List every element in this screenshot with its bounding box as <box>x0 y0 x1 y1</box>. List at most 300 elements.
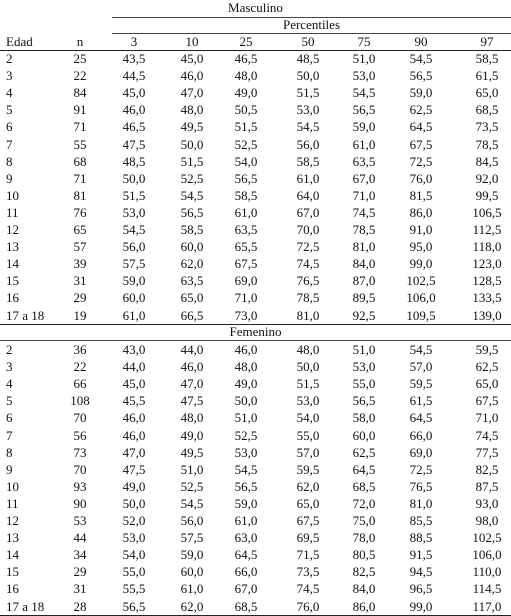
cell-p10: 62,0 <box>180 598 204 614</box>
cell-p3: 46,0 <box>122 427 146 443</box>
cell-p25: 73,0 <box>234 307 258 323</box>
cell-p75: 78,5 <box>352 222 376 237</box>
cell-n: 91 <box>73 102 87 118</box>
cell-p97: 87,5 <box>475 478 499 494</box>
cell-p75: 55,0 <box>352 376 376 392</box>
cell-p25: 67,0 <box>234 581 258 597</box>
cell-edad: 10 <box>6 478 19 494</box>
cell-p90: 72,5 <box>409 461 433 477</box>
col-header-p97: 97 <box>480 34 494 49</box>
cell-p97: 99,5 <box>475 187 499 203</box>
cell-edad: 12 <box>6 513 19 528</box>
cell-p50: 67,5 <box>296 513 320 528</box>
cell-p90: 94,5 <box>409 564 433 580</box>
cell-p10: 59,0 <box>180 547 204 563</box>
cell-p50: 69,5 <box>296 530 320 546</box>
cell-p10: 57,5 <box>180 530 204 546</box>
cell-p25: 54,5 <box>234 461 258 477</box>
cell-p90: 56,5 <box>409 68 433 84</box>
cell-edad: 8 <box>6 153 13 169</box>
cell-p97: 84,5 <box>475 153 499 169</box>
cell-p90: 54,5 <box>409 51 433 66</box>
cell-p75: 71,0 <box>352 187 376 203</box>
cell-p25: 46,0 <box>234 342 258 357</box>
cell-p50: 56,0 <box>296 136 320 152</box>
cell-p3: 46,5 <box>122 119 146 135</box>
cell-p75: 72,0 <box>352 495 376 511</box>
cell-n: 108 <box>70 393 90 409</box>
section-title-masculino: Masculino <box>228 0 283 15</box>
cell-p75: 78,0 <box>352 530 376 546</box>
cell-p3: 47,0 <box>122 444 146 460</box>
cell-p75: 89,5 <box>352 290 376 306</box>
cell-p50: 55,0 <box>296 427 320 443</box>
col-header-p50: 50 <box>301 34 315 49</box>
cell-p75: 59,0 <box>352 119 376 135</box>
cell-edad: 7 <box>6 427 13 443</box>
cell-n: 25 <box>73 51 87 66</box>
cell-n: 73 <box>73 444 87 460</box>
cell-p90: 57,0 <box>409 359 433 375</box>
cell-edad: 6 <box>6 410 13 426</box>
cell-p50: 67,0 <box>296 204 320 220</box>
cell-p97: 65,0 <box>475 376 499 392</box>
cell-p97: 139,0 <box>472 307 502 323</box>
cell-p3: 59,0 <box>122 273 146 289</box>
cell-p75: 84,0 <box>352 256 376 272</box>
cell-p10: 45,0 <box>180 51 204 66</box>
cell-edad: 10 <box>6 187 19 203</box>
cell-p97: 102,5 <box>472 530 502 546</box>
cell-p25: 46,5 <box>234 51 258 66</box>
cell-p75: 53,0 <box>352 359 376 375</box>
percentiles-label: Percentiles <box>282 17 341 32</box>
cell-p50: 50,0 <box>296 68 320 84</box>
cell-p97: 59,5 <box>475 342 499 357</box>
cell-p75: 82,5 <box>352 564 376 580</box>
cell-p75: 54,5 <box>352 85 376 101</box>
cell-p25: 63,5 <box>234 222 258 237</box>
cell-p90: 85,5 <box>409 513 433 528</box>
cell-p25: 56,5 <box>234 478 258 494</box>
cell-p75: 63,5 <box>352 153 376 169</box>
cell-p3: 56,0 <box>122 239 146 255</box>
cell-p50: 51,5 <box>296 85 320 101</box>
cell-p90: 76,5 <box>409 478 433 494</box>
cell-p75: 81,0 <box>352 239 376 255</box>
cell-p75: 68,5 <box>352 478 376 494</box>
cell-n: 76 <box>73 204 87 220</box>
cell-n: 31 <box>73 581 87 597</box>
cell-edad: 13 <box>6 530 19 546</box>
cell-p50: 62,0 <box>296 478 320 494</box>
cell-p10: 61,0 <box>180 581 204 597</box>
cell-edad: 15 <box>6 273 19 289</box>
cell-p3: 44,0 <box>122 359 146 375</box>
cell-n: 22 <box>73 68 87 84</box>
cell-p97: 106,5 <box>472 204 502 220</box>
cell-n: 29 <box>73 290 87 306</box>
cell-p75: 80,5 <box>352 547 376 563</box>
cell-p10: 44,0 <box>180 342 204 357</box>
col-header-p10: 10 <box>185 34 199 49</box>
cell-p25: 61,0 <box>234 513 258 528</box>
cell-n: 31 <box>73 273 87 289</box>
cell-p25: 50,5 <box>234 102 258 118</box>
cell-edad: 5 <box>6 102 13 118</box>
cell-p75: 61,0 <box>352 136 376 152</box>
cell-p25: 48,0 <box>234 359 258 375</box>
cell-n: 93 <box>73 478 87 494</box>
cell-p50: 57,0 <box>296 444 320 460</box>
cell-p3: 45,0 <box>122 85 146 101</box>
cell-p50: 53,0 <box>296 393 320 409</box>
cell-p75: 64,5 <box>352 461 376 477</box>
cell-p50: 76,5 <box>296 273 320 289</box>
col-header-p75: 75 <box>357 34 371 49</box>
cell-edad: 11 <box>6 495 19 511</box>
cell-p50: 61,0 <box>296 170 320 186</box>
cell-p97: 117,0 <box>472 598 502 614</box>
cell-p3: 44,5 <box>122 68 146 84</box>
section-title-femenino: Femenino <box>229 324 282 339</box>
cell-p97: 74,5 <box>475 427 499 443</box>
cell-p50: 50,0 <box>296 359 320 375</box>
cell-p3: 50,0 <box>122 495 146 511</box>
cell-edad: 4 <box>6 85 13 101</box>
cell-p10: 52,5 <box>180 478 204 494</box>
cell-p25: 59,0 <box>234 495 258 511</box>
cell-p97: 61,5 <box>475 68 499 84</box>
cell-p25: 64,5 <box>234 547 258 563</box>
cell-p97: 118,0 <box>472 239 502 255</box>
cell-edad: 8 <box>6 444 13 460</box>
cell-p10: 49,5 <box>180 444 204 460</box>
cell-p50: 78,5 <box>296 290 320 306</box>
cell-p75: 86,0 <box>352 598 376 614</box>
cell-p90: 64,5 <box>409 119 433 135</box>
cell-n: 70 <box>73 410 87 426</box>
section-divider-bottom <box>0 340 511 341</box>
cell-n: 68 <box>73 153 87 169</box>
cell-edad: 6 <box>6 119 13 135</box>
cell-p25: 50,0 <box>234 393 258 409</box>
cell-n: 39 <box>73 256 87 272</box>
cell-p3: 48,5 <box>122 153 146 169</box>
cell-p97: 92,0 <box>475 170 499 186</box>
cell-edad: 5 <box>6 393 13 409</box>
cell-p25: 63,0 <box>234 530 258 546</box>
cell-p75: 92,5 <box>352 307 376 323</box>
cell-p25: 49,0 <box>234 85 258 101</box>
cell-n: 70 <box>73 461 87 477</box>
cell-n: 53 <box>73 513 87 528</box>
cell-p3: 55,5 <box>122 581 146 597</box>
cell-p97: 93,0 <box>475 495 499 511</box>
cell-n: 71 <box>73 170 87 186</box>
cell-n: 55 <box>73 136 87 152</box>
cell-p10: 48,0 <box>180 102 204 118</box>
cell-n: 81 <box>73 187 87 203</box>
cell-p75: 74,5 <box>352 204 376 220</box>
cell-p90: 81,0 <box>409 495 433 511</box>
cell-edad: 16 <box>6 581 19 597</box>
col-header-p90: 90 <box>414 34 428 49</box>
cell-edad: 3 <box>6 359 13 375</box>
cell-p90: 54,5 <box>409 342 433 357</box>
cell-p50: 70,0 <box>296 222 320 237</box>
cell-p97: 106,0 <box>472 547 502 563</box>
cell-p97: 73,5 <box>475 119 499 135</box>
cell-p75: 53,0 <box>352 68 376 84</box>
cell-n: 44 <box>73 530 87 546</box>
cell-p10: 49,5 <box>180 119 204 135</box>
cell-p25: 71,0 <box>234 290 258 306</box>
cell-p75: 75,0 <box>352 513 376 528</box>
cell-p97: 98,0 <box>475 513 499 528</box>
cell-p10: 63,5 <box>180 273 204 289</box>
cell-p10: 48,0 <box>180 410 204 426</box>
cell-edad: 16 <box>6 290 19 306</box>
cell-p90: 91,5 <box>409 547 433 563</box>
cell-p90: 109,5 <box>406 307 436 323</box>
cell-edad: 2 <box>6 51 13 66</box>
cell-p90: 72,5 <box>409 153 433 169</box>
cell-p3: 46,0 <box>122 102 146 118</box>
cell-edad: 11 <box>6 204 19 220</box>
cell-p75: 62,5 <box>352 444 376 460</box>
cell-p90: 59,5 <box>409 376 433 392</box>
cell-p10: 60,0 <box>180 239 204 255</box>
cell-p25: 51,5 <box>234 119 258 135</box>
cell-p75: 60,0 <box>352 427 376 443</box>
cell-p3: 45,5 <box>122 393 146 409</box>
cell-p10: 51,0 <box>180 461 204 477</box>
cell-p97: 114,5 <box>472 581 502 597</box>
cell-edad: 14 <box>6 256 19 272</box>
cell-p97: 78,5 <box>475 136 499 152</box>
cell-p90: 69,0 <box>409 444 433 460</box>
cell-p50: 65,0 <box>296 495 320 511</box>
cell-p10: 60,0 <box>180 564 204 580</box>
cell-p10: 62,0 <box>180 256 204 272</box>
cell-p3: 50,0 <box>122 170 146 186</box>
col-header-p3: 3 <box>130 34 138 49</box>
cell-p3: 57,5 <box>122 256 146 272</box>
cell-edad: 9 <box>6 170 13 186</box>
cell-p50: 53,0 <box>296 102 320 118</box>
cell-p10: 66,5 <box>180 307 204 323</box>
cell-p75: 56,5 <box>352 102 376 118</box>
cell-p75: 87,0 <box>352 273 376 289</box>
cell-edad: 7 <box>6 136 13 152</box>
cell-p97: 71,0 <box>475 410 499 426</box>
cell-edad: 13 <box>6 239 19 255</box>
cell-p90: 67,5 <box>409 136 433 152</box>
cell-p50: 76,0 <box>296 598 320 614</box>
cell-n: 84 <box>73 85 87 101</box>
cell-p97: 128,5 <box>472 273 502 289</box>
cell-p50: 73,5 <box>296 564 320 580</box>
cell-edad: 17 a 18 <box>6 307 45 323</box>
cell-p97: 133,5 <box>472 290 502 306</box>
cell-p50: 81,0 <box>296 307 320 323</box>
cell-p10: 46,0 <box>180 359 204 375</box>
cell-n: 29 <box>73 564 87 580</box>
cell-p25: 68,5 <box>234 598 258 614</box>
cell-p50: 48,5 <box>296 51 320 66</box>
cell-p3: 46,0 <box>122 410 146 426</box>
cell-p97: 58,5 <box>475 51 499 66</box>
cell-p97: 62,5 <box>475 359 499 375</box>
cell-p90: 64,5 <box>409 410 433 426</box>
cell-p50: 51,5 <box>296 376 320 392</box>
cell-edad: 14 <box>6 547 19 563</box>
col-header-n: n <box>76 34 84 49</box>
cell-edad: 17 a 18 <box>6 598 45 614</box>
cell-p90: 76,0 <box>409 170 433 186</box>
cell-p25: 49,0 <box>234 376 258 392</box>
cell-p90: 62,5 <box>409 102 433 118</box>
cell-p3: 45,0 <box>122 376 146 392</box>
cell-p10: 65,0 <box>180 290 204 306</box>
cell-p97: 82,5 <box>475 461 499 477</box>
cell-p25: 61,0 <box>234 204 258 220</box>
cell-p50: 74,5 <box>296 581 320 597</box>
cell-p50: 58,5 <box>296 153 320 169</box>
cell-p3: 43,5 <box>122 51 146 66</box>
cell-p50: 59,5 <box>296 461 320 477</box>
cell-p90: 61,5 <box>409 393 433 409</box>
cell-n: 66 <box>73 376 87 392</box>
cell-n: 57 <box>73 239 87 255</box>
cell-p3: 47,5 <box>122 136 146 152</box>
cell-p3: 54,0 <box>122 547 146 563</box>
col-header-edad: Edad <box>6 34 33 49</box>
cell-p97: 123,0 <box>472 256 502 272</box>
cell-p25: 58,5 <box>234 187 258 203</box>
cell-p10: 49,0 <box>180 427 204 443</box>
col-header-p25: 25 <box>239 34 253 49</box>
cell-p25: 51,0 <box>234 410 258 426</box>
cell-n: 65 <box>73 222 87 237</box>
cell-n: 34 <box>73 547 87 563</box>
cell-p10: 56,5 <box>180 204 204 220</box>
cell-p97: 77,5 <box>475 444 499 460</box>
cell-p90: 91,0 <box>409 222 433 237</box>
cell-p25: 48,0 <box>234 68 258 84</box>
cell-n: 71 <box>73 119 87 135</box>
cell-p50: 74,5 <box>296 256 320 272</box>
cell-p75: 67,0 <box>352 170 376 186</box>
cell-p90: 106,0 <box>406 290 436 306</box>
cell-p25: 67,5 <box>234 256 258 272</box>
cell-p10: 52,5 <box>180 170 204 186</box>
cell-p75: 51,0 <box>352 342 376 357</box>
cell-p90: 88,5 <box>409 530 433 546</box>
cell-p10: 56,0 <box>180 513 204 528</box>
cell-p3: 56,5 <box>122 598 146 614</box>
cell-p3: 53,0 <box>122 530 146 546</box>
cell-p97: 112,5 <box>472 222 502 237</box>
cell-p75: 51,0 <box>352 51 376 66</box>
cell-p90: 99,0 <box>409 598 433 614</box>
cell-p90: 59,0 <box>409 85 433 101</box>
cell-p97: 67,5 <box>475 393 499 409</box>
cell-p75: 56,5 <box>352 393 376 409</box>
cell-p97: 65,0 <box>475 85 499 101</box>
cell-p90: 81,5 <box>409 187 433 203</box>
cell-p3: 49,0 <box>122 478 146 494</box>
cell-p3: 61,0 <box>122 307 146 323</box>
cell-edad: 12 <box>6 222 19 237</box>
cell-p50: 71,5 <box>296 547 320 563</box>
cell-p3: 60,0 <box>122 290 146 306</box>
cell-p3: 53,0 <box>122 204 146 220</box>
cell-p50: 64,0 <box>296 187 320 203</box>
cell-p25: 69,0 <box>234 273 258 289</box>
cell-p3: 52,0 <box>122 513 146 528</box>
cell-p25: 53,0 <box>234 444 258 460</box>
cell-p90: 96,5 <box>409 581 433 597</box>
cell-edad: 9 <box>6 461 13 477</box>
cell-n: 56 <box>73 427 87 443</box>
cell-p3: 55,0 <box>122 564 146 580</box>
cell-p10: 47,5 <box>180 393 204 409</box>
cell-p75: 84,0 <box>352 581 376 597</box>
cell-p75: 58,0 <box>352 410 376 426</box>
cell-p10: 54,5 <box>180 495 204 511</box>
cell-n: 90 <box>73 495 87 511</box>
cell-p10: 58,5 <box>180 222 204 237</box>
cell-p90: 102,5 <box>406 273 436 289</box>
cell-p10: 47,0 <box>180 376 204 392</box>
cell-edad: 3 <box>6 68 13 84</box>
cell-p3: 43,0 <box>122 342 146 357</box>
cell-n: 28 <box>73 598 87 614</box>
cell-n: 36 <box>73 342 87 357</box>
cell-p50: 54,0 <box>296 410 320 426</box>
cell-p25: 66,0 <box>234 564 258 580</box>
cell-p10: 46,0 <box>180 68 204 84</box>
cell-p25: 54,0 <box>234 153 258 169</box>
cell-p3: 47,5 <box>122 461 146 477</box>
cell-p90: 95,0 <box>409 239 433 255</box>
cell-p97: 68,5 <box>475 102 499 118</box>
cell-p3: 51,5 <box>122 187 146 203</box>
cell-p25: 56,5 <box>234 170 258 186</box>
cell-p10: 47,0 <box>180 85 204 101</box>
cell-p10: 51,5 <box>180 153 204 169</box>
cell-n: 19 <box>73 307 87 323</box>
cell-p50: 54,5 <box>296 119 320 135</box>
cell-n: 22 <box>73 359 87 375</box>
cell-edad: 2 <box>6 342 13 357</box>
cell-p50: 48,0 <box>296 342 320 357</box>
cell-p10: 54,5 <box>180 187 204 203</box>
cell-edad: 15 <box>6 564 19 580</box>
cell-p3: 54,5 <box>122 222 146 237</box>
cell-p97: 110,0 <box>472 564 502 580</box>
cell-p25: 52,5 <box>234 136 258 152</box>
cell-edad: 4 <box>6 376 13 392</box>
cell-p90: 66,0 <box>409 427 433 443</box>
cell-p25: 65,5 <box>234 239 258 255</box>
cell-p90: 99,0 <box>409 256 433 272</box>
cell-p50: 72,5 <box>296 239 320 255</box>
cell-p10: 50,0 <box>180 136 204 152</box>
cell-p90: 86,0 <box>409 204 433 220</box>
